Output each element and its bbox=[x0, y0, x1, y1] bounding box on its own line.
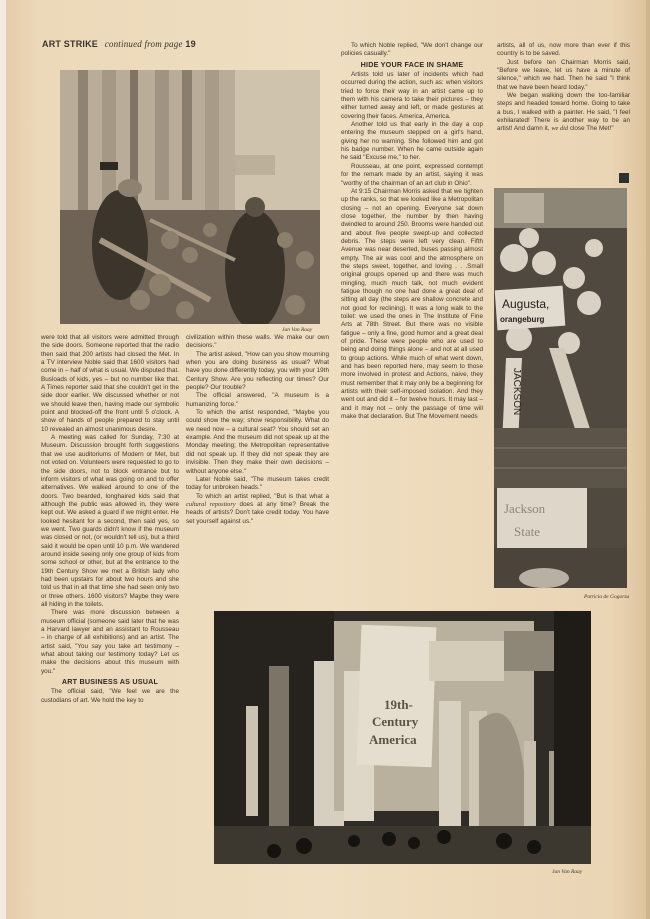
svg-text:State: State bbox=[514, 524, 540, 539]
banner-america: America bbox=[369, 732, 417, 747]
photo-police-crowd-image bbox=[60, 70, 320, 324]
page-edge-left bbox=[0, 0, 6, 919]
paragraph: Rousseau, at one point, expressed contempt for the remark made by an artist, saying it was "worthy of the chairman of an art club in Ohio". bbox=[341, 162, 483, 187]
photo-credit-top: Jan Van Raay bbox=[282, 327, 313, 333]
wreath-ribbon-jackson: JACKSON bbox=[511, 368, 522, 416]
photo-wreath-image bbox=[494, 188, 627, 588]
subheading-art-business: ART BUSINESS AS USUAL bbox=[61, 677, 159, 687]
continued-label: continued from page bbox=[104, 39, 183, 49]
paragraph: artists, all of us, now more than ever if this country is to be saved. bbox=[497, 42, 630, 58]
paragraph: Artists told us later of incidents which had occurred during the action, such as: when visitors tried to force their way in an artist came up to them with his camera to take their pictures – they either turned away and left, or made gestures at covering their faces. America, America. bbox=[341, 71, 483, 120]
paragraph: Later Noble said, "The museum takes credit today for unbroken heads." bbox=[186, 475, 329, 492]
end-of-article-mark bbox=[619, 173, 629, 183]
paragraph: The artist asked, "How can you show mourning when you are doing business as usual? What have you done differently today, you with your 19th Century Show. Are you reflecting our times? Our people? Our trouble? bbox=[186, 350, 329, 392]
paragraph: There was more discussion between a museum official (someone said later that he was a Harvard lawyer and an assistant to Rousseau – in charge of all exhibitions) and an artist. The artist said, "You say you take art testimony – what about taking our testimony today? Let us make the decisions about this museum with you." bbox=[41, 609, 179, 675]
photo-police-crowd bbox=[60, 70, 320, 324]
article-column-3 bbox=[341, 42, 483, 421]
paragraph: The official said, "We feel we are the custodians of art. We hold the key to bbox=[41, 688, 179, 704]
photo-museum-facade bbox=[214, 611, 591, 864]
photo-wreath bbox=[494, 188, 627, 588]
article-column-1 bbox=[41, 334, 179, 705]
photo-credit-right: Patricia de Gogorza bbox=[584, 594, 630, 600]
paragraph: civilization within these walls. We make our own decisions." bbox=[186, 334, 329, 350]
article-title: ART STRIKE bbox=[42, 39, 98, 49]
article-column-2 bbox=[186, 334, 329, 526]
article-column-4 bbox=[497, 42, 630, 134]
paragraph: The official answered, "A museum is a humanizing force." bbox=[186, 392, 329, 408]
paragraph: We began walking down the too-familiar steps and headed toward home. Going to take a bus, I walked with a painter. He said, "I feel exhilarated! There is another way to be an artist! And damn it, we did close The Met!" bbox=[497, 92, 630, 133]
paragraph: To which Noble replied, "We don't change our policies casually." bbox=[341, 42, 483, 58]
photo-museum-facade-image bbox=[214, 611, 591, 864]
paragraph: were told that all visitors were admitted through the side doors. Someone reported that the radio then said that 200 artists had closed the Met. In a TV interview Noble said that 1600 visitors had come in – half of what is usual. We disputed that. Busloads of kids, yes – but no number like that. A Times reporter said that she couldn't get in the side door earlier. We discussed whether or not we should leave then, having made our symbolic point and blocked-off the front until 5 o'clock. A show of hands of people prepared to stay until 10 revealed an almost unanimous desire. bbox=[41, 334, 179, 433]
banner-century: Century bbox=[372, 714, 419, 729]
page-reference: 19 bbox=[185, 39, 196, 49]
page-edge-right bbox=[646, 0, 650, 919]
paragraph: To which the artist responded, "Maybe you could show the way; show responsibility. What do we need now – a cultural seat? You should set an example. And the museum did not speak up at the Monday meeting; the Metropolitan representative did not speak up. If they did not speak they are invisible. Then they make their own decisions – without anyone else." bbox=[186, 409, 329, 475]
paragraph: To which an artist replied, "But is that what a cultural repository does at any time? Break the heads of artists? Don't take credit today. You have set yourself against us." bbox=[186, 492, 329, 525]
paragraph: At 9:15 Chairman Morris asked that we tighten up the ranks, so that we looked like a Metropolitan closing – not an opening. Everyone sat down close together, the number by then having dwindled to around 250. Brooms were handed out and about five people swept-up and collected debris. The steps were left very clean. Fifth Avenue was near deserted, buses passing almost empty. The air was cool and the atmosphere on the steps sweet, together, and loving . . .Small original groups opened up and there was much mingling, much much talk, not much evident fatigue though no one had done a great deal of sitting all day (the steps are shallow concrete and not good for reclining). It was a long walk to the toilet: we used the ones in The Institute of Fine Arts at 78th Street. But there was no visible fatigue – only a fine, good humor and a great deal of pride. These were people who are used to being and doing things alone – and not at all used to group actions. While much of what went down, and has been reported here, may seem to those more involved in protest and Actions, naive, they must remember that it may only be a beginning for artists with their self-imposed isolation. And they went out and did it – for twelve hours. It may last – and it may not – only the passage of time will make that declaration. But The Movement needs bbox=[341, 187, 483, 421]
wreath-sign-jackson-state: Jackson bbox=[504, 501, 546, 516]
paragraph: A meeting was called for Sunday, 7:30 at Museum. Discussion brought forth suggestions that we use auditoriums of Modern or Met, but not voted on. Volunteers were requested to go to the side doors, not to block entrance but to inform visitors of what was going on and to offer alternatives. We walked around to one of the doors. Two bearded, longhaired kids said that although the public was allowed in, they were kept out. We asked a guard if we might enter. He looked hesitant for a second, then said yes, so we went. Two guards didn't know if the museum was closed or not, (or wouldn't tell us), but a third said it would be open until 10 p.m. We wandered around inside seeing only one group of kids from some school or other, but at the entrance to the 19th Century Show we met a British lady who had been upstairs for about two hours and she told us that in all that time she had seen only two or three others. 1600 visitors? Maybe they were all hiding in the toilets. bbox=[41, 434, 179, 608]
subheading-hide-your-face: HIDE YOUR FACE IN SHAME bbox=[360, 59, 464, 69]
photo-credit-bottom: Jan Van Raay bbox=[552, 869, 583, 875]
wreath-sign-orangeburg: orangeburg bbox=[500, 315, 545, 324]
article-header bbox=[42, 39, 196, 49]
paragraph: Another told us that early in the day a cop entering the museum stepped on a girl's hand, giving her no warning. She followed him and got his badge number. When he came outside again he said "Excuse me," to her. bbox=[341, 121, 483, 162]
paragraph: Just before ten Chairman Morris said, "Before we leave, let us have a minute of silence," which we had. Then he said "I think that we have been heard today." bbox=[497, 58, 630, 91]
wreath-sign-augusta: Augusta, bbox=[502, 297, 550, 311]
banner-19th: 19th- bbox=[384, 697, 413, 712]
